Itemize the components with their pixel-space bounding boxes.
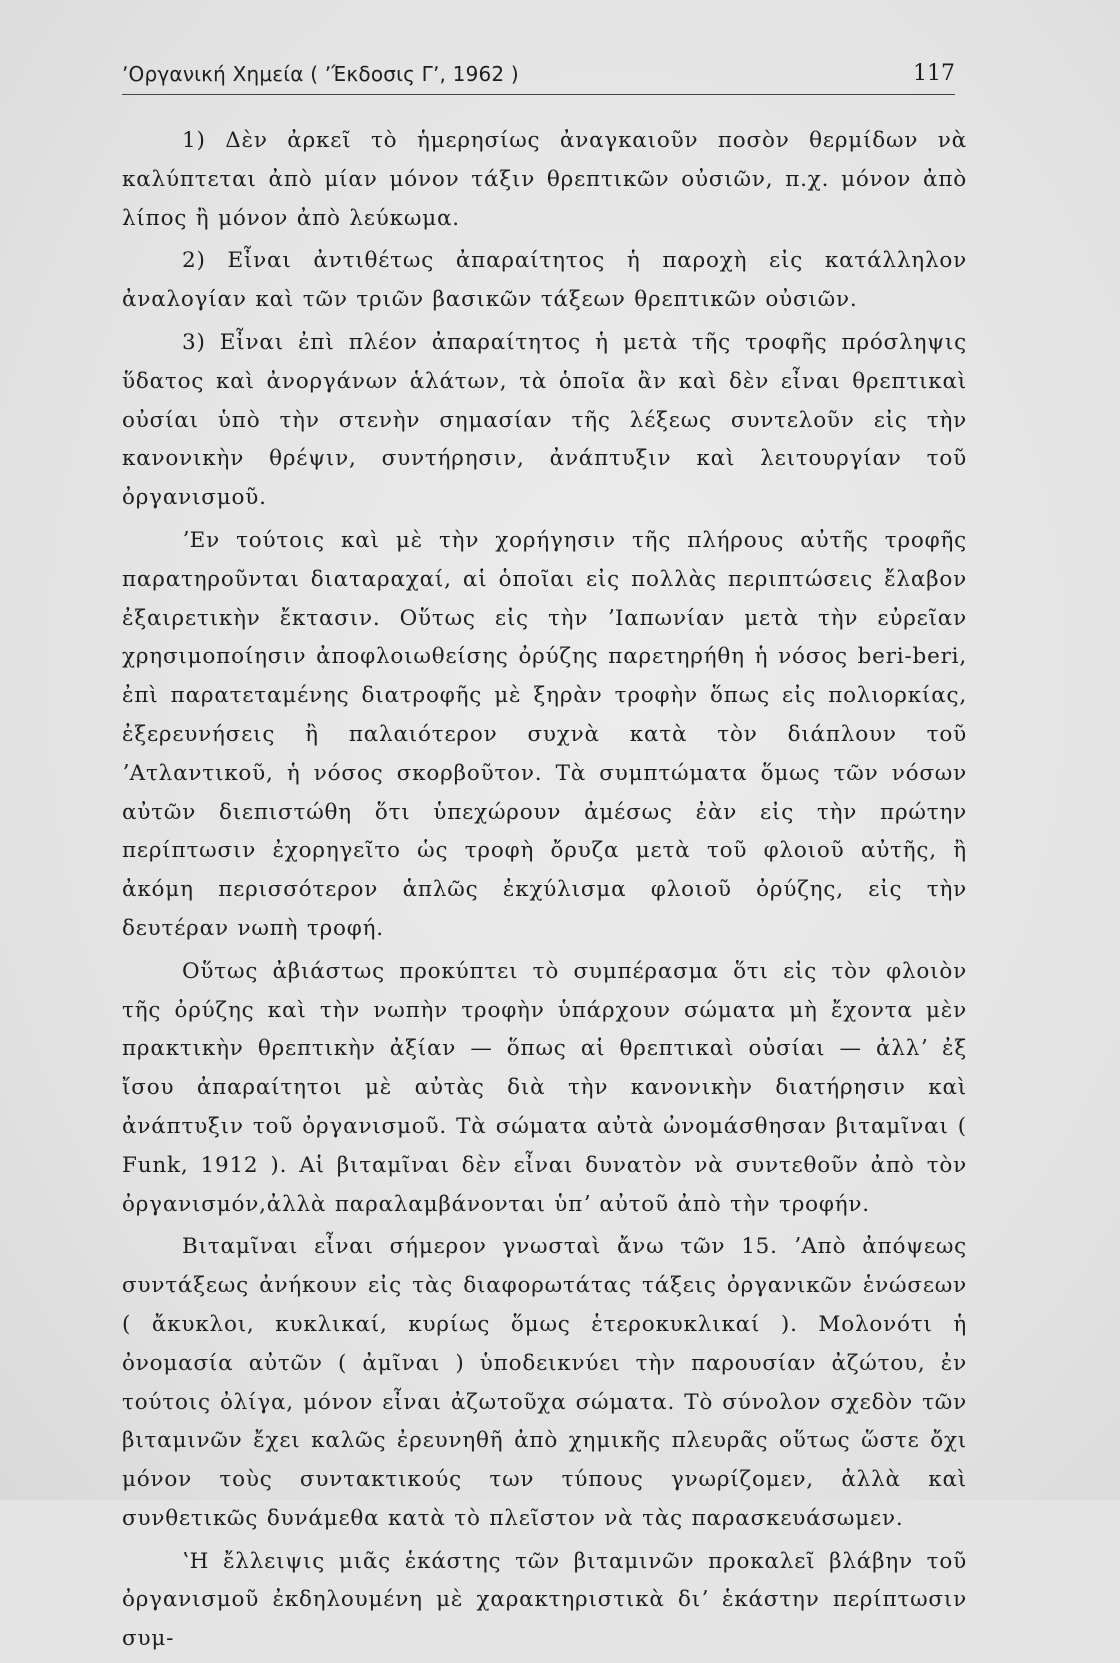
- page-header: [122, 56, 955, 95]
- paragraph-6: Βιταμῖναι εἶναι σήμερον γνωσταὶ ἄνω τῶν 15. ʼΑπὸ ἀπόψεως συντάξεως ἀνήκουν εἰς τὰς διαφορωτάτας τάξεις ὀργανικῶν ἑνώσεων ( ἄκυκλοι, κυκλικαί, κυρίως ὅμως ἑτεροκυκλικαί ). Μολονότι ἡ ὀνομασία αὐτῶν ( ἀμῖναι ) ὑποδεικνύει τὴν παρουσίαν ἀζώτου, ἐν τούτοις ὀλίγα, μόνον εἶναι ἀζωτοῦχα σώματα. Τὸ σύνολον σχεδὸν τῶν βιταμινῶν ἔχει καλῶς ἐρευνηθῆ ἀπὸ χημικῆς πλευρᾶς οὕτως ὥστε ὄχι μόνον τοὺς συντακτικούς των τύπους γνωρίζομεν, ἀλλὰ καὶ συνθετικῶς δυνάμεθα κατὰ τὸ πλεῖστον νὰ τὰς παρασκευάσωμεν.: [122, 1234, 967, 1531]
- page-number: 117: [913, 61, 955, 86]
- paragraph-1: 1) Δὲν ἀρκεῖ τὸ ἡμερησίως ἀναγκαιοῦν ποσὸν θερμίδων νὰ καλύπτεται ἀπὸ μίαν μόνον τάξιν θρεπτικῶν οὐσιῶν, π.χ. μόνον ἀπὸ λίπος ἢ μόνον ἀπὸ λεύκωμα.: [122, 128, 967, 231]
- paragraph-2: 2) Εἶναι ἀντιθέτως ἀπαραίτητος ἡ παροχὴ εἰς κατάλληλον ἀναλογίαν καὶ τῶν τριῶν βασικῶν τάξεων θρεπτικῶν οὐσιῶν.: [122, 248, 967, 313]
- paragraph-3: 3) Εἶναι ἐπὶ πλέον ἀπαραίτητος ἡ μετὰ τῆς τροφῆς πρόσληψις ὕδατος καὶ ἀνοργάνων ἁλάτων, τὰ ὁποῖα ἂν καὶ δὲν εἶναι θρεπτικαὶ οὐσίαι ὑπὸ τὴν στενὴν σημασίαν τῆς λέξεως συντελοῦν εἰς τὴν κανονικὴν θρέψιν, συντήρησιν, ἀνάπτυξιν καὶ λειτουργίαν τοῦ ὀργανισμοῦ.: [122, 329, 967, 511]
- paragraph-7: ʽΗ ἔλλειψις μιᾶς ἑκάστης τῶν βιταμινῶν προκαλεῖ βλάβην τοῦ ὀργανισμοῦ ἐκδηλουμένη μὲ χαρακτηριστικὰ διʼ ἑκάστην περίπτωσιν συμ-: [122, 1548, 967, 1652]
- running-title: ʼΟργανική Χημεία ( ʼΈκδοσις Γʼ, 1962 ): [122, 62, 519, 86]
- body-text: [122, 122, 967, 1663]
- paragraph-4: ʼΕν τούτοις καὶ μὲ τὴν χορήγησιν τῆς πλήρους αὐτῆς τροφῆς παρατηροῦνται διαταραχαί, αἱ ὁποῖαι εἰς πολλὰς περιπτώσεις ἔλαβον ἐξαιρετικὴν ἔκτασιν. Οὕτως εἰς τὴν ʼΙαπωνίαν μετὰ τὴν εὐρεῖαν χρησιμοποίησιν ἀποφλοιωθείσης ὀρύζης παρετηρήθη ἡ νόσος beri-beri, ἐπὶ παρατεταμένης διατροφῆς μὲ ξηρὰν τροφὴν ὅπως εἰς πολιορκίας, ἐξερευνήσεις ἢ παλαιότερον συχνὰ κατὰ τὸν διάπλουν τοῦ ʼΑτλαντικοῦ, ἡ νόσος σκορβοῦτον. Τὰ συμπτώματα ὅμως τῶν νόσων αὐτῶν διεπιστώθη ὅτι ὑπεχώρουν ἀμέσως ἐὰν εἰς τὴν πρώτην περίπτωσιν ἐχορηγεῖτο ὡς τροφὴ ὄρυζα μετὰ τοῦ φλοιοῦ αὐτῆς, ἢ ἀκόμη περισσότερον ἁπλῶς ἐκχύλισμα φλοιοῦ ὀρύζης, εἰς τὴν δευτέραν νωπὴ τροφή.: [122, 527, 967, 941]
- paragraph-5: Οὕτως ἀβιάστως προκύπτει τὸ συμπέρασμα ὅτι εἰς τὸν φλοιὸν τῆς ὀρύζης καὶ τὴν νωπὴν τροφὴν ὑπάρχουν σώματα μὴ ἔχοντα μὲν πρακτικὴν θρεπτικὴν ἀξίαν — ὅπως αἱ θρεπτικαὶ οὐσίαι — ἀλλʼ ἐξ ἴσου ἀπαραίτητοι μὲ αὐτὰς διὰ τὴν κανονικὴν διατήρησιν καὶ ἀνάπτυξιν τοῦ ὀργανισμοῦ. Τὰ σώματα αὐτὰ ὠνομάσθησαν βιταμῖναι ( Funk, 1912 ). Αἱ βιταμῖναι δὲν εἶναι δυνατὸν νὰ συντεθοῦν ἀπὸ τὸν ὀργανισμόν,ἀλλὰ παραλαμβάνονται ὑπʼ αὐτοῦ ἀπὸ τὴν τροφήν.: [122, 958, 967, 1217]
